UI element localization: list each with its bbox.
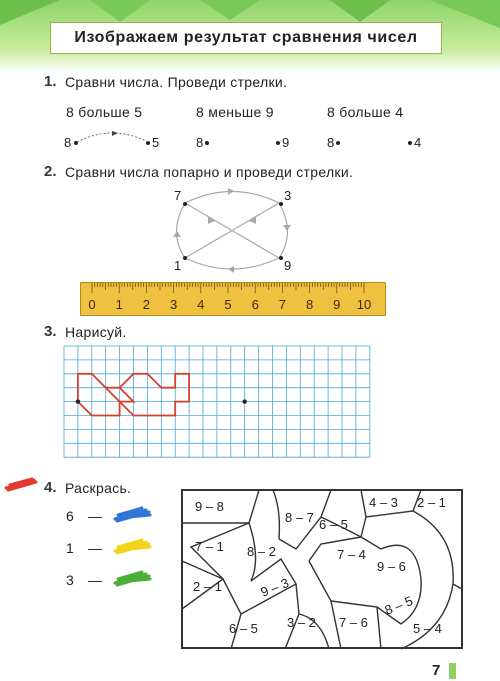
puzzle-expression: 8 – 5	[382, 593, 415, 618]
puzzle-expression: 9 – 6	[377, 559, 406, 574]
pair-2-left: 8	[196, 135, 204, 150]
point-9-dot[interactable]	[279, 256, 283, 260]
pair-3-left: 8	[327, 135, 335, 150]
figure-start-dot	[76, 399, 80, 403]
task-4-crayon-marker	[4, 478, 40, 492]
puzzle-expression: 2 – 1	[417, 495, 446, 510]
comparison-2: 8 меньше 9	[196, 104, 274, 120]
legend-3-dash: —	[88, 572, 102, 588]
sample-arrow	[74, 126, 154, 146]
ruler-tick-label: 3	[169, 297, 178, 312]
pair-2-left-dot[interactable]	[205, 141, 209, 145]
point-1-dot[interactable]	[183, 256, 187, 260]
puzzle-expression: 8 – 7	[285, 510, 314, 525]
puzzle-expression: 6 – 5	[319, 517, 348, 532]
point-7-label: 7	[174, 188, 182, 203]
page-number-marker	[449, 663, 456, 679]
task-1-text: Сравни числа. Проведи стрелки.	[65, 74, 288, 90]
ruler-scale	[80, 282, 386, 316]
blue-swatch	[112, 506, 152, 522]
yellow-swatch	[112, 538, 152, 554]
pair-2-right-dot[interactable]	[276, 141, 280, 145]
ruler-tick-label: 9	[333, 297, 341, 312]
legend-1-value: 1	[66, 540, 74, 556]
ruler-tick-label: 2	[142, 297, 151, 312]
point-1-label: 1	[174, 258, 182, 273]
comparison-1: 8 больше 5	[66, 104, 143, 120]
ruler	[80, 282, 386, 316]
ruler-tick-label: 1	[115, 297, 123, 312]
task-3-number: 3.	[44, 323, 57, 340]
task-4-number: 4.	[44, 479, 57, 496]
ruler-tick-label: 8	[305, 297, 314, 312]
comparison-3: 8 больше 4	[327, 104, 404, 120]
puzzle-expression: 6 – 5	[229, 621, 258, 636]
page-number: 7	[432, 662, 441, 679]
point-7-dot[interactable]	[183, 202, 187, 206]
legend-1-dash: —	[88, 540, 102, 556]
pair-1-right: 5	[152, 135, 160, 150]
pair-3-left-dot[interactable]	[336, 141, 340, 145]
page-title-box	[50, 22, 442, 54]
puzzle-expression: 7 – 4	[337, 547, 366, 562]
legend-6-value: 6	[66, 508, 74, 524]
copy-start-dot[interactable]	[243, 399, 247, 403]
task-1-number: 1.	[44, 73, 57, 90]
drawing-grid[interactable]	[64, 346, 379, 458]
pair-1-left: 8	[64, 135, 72, 150]
pair-3-right-dot[interactable]	[408, 141, 412, 145]
puzzle-expression: 2 – 1	[193, 579, 222, 594]
ruler-tick-label: 10	[356, 297, 372, 312]
legend-3-value: 3	[66, 572, 74, 588]
pair-3-right: 4	[414, 135, 422, 150]
puzzle-expression: 5 – 4	[413, 621, 442, 636]
coloring-puzzle[interactable]	[181, 489, 463, 649]
ruler-tick-label: 5	[224, 297, 232, 312]
puzzle-expression: 7 – 6	[339, 615, 368, 630]
task-2-text: Сравни числа попарно и проведи стрелки.	[65, 164, 354, 180]
point-9-label: 9	[284, 258, 292, 273]
puzzle-expression: 7 – 1	[195, 539, 224, 554]
ruler-tick-label: 6	[251, 297, 259, 312]
ruler-tick-label: 7	[278, 297, 287, 312]
task-2-number: 2.	[44, 163, 57, 180]
puzzle-expression: 3 – 2	[287, 615, 316, 630]
puzzle-expression: 4 – 3	[369, 495, 398, 510]
point-3-label: 3	[284, 188, 292, 203]
pair-2-right: 9	[282, 135, 290, 150]
point-3-dot[interactable]	[279, 202, 283, 206]
green-swatch	[112, 570, 152, 586]
legend-6-dash: —	[88, 508, 102, 524]
puzzle-expression: 9 – 8	[195, 499, 224, 514]
ruler-tick-label: 0	[88, 297, 96, 312]
page-title: Изображаем результат сравнения чисел	[74, 29, 418, 46]
task-3-text: Нарисуй.	[65, 324, 127, 340]
puzzle-expression: 8 – 2	[247, 544, 276, 559]
ruler-tick-label: 4	[197, 297, 205, 312]
puzzle-expression: 9 – 3	[258, 575, 291, 600]
task-4-text: Раскрась.	[65, 480, 132, 496]
